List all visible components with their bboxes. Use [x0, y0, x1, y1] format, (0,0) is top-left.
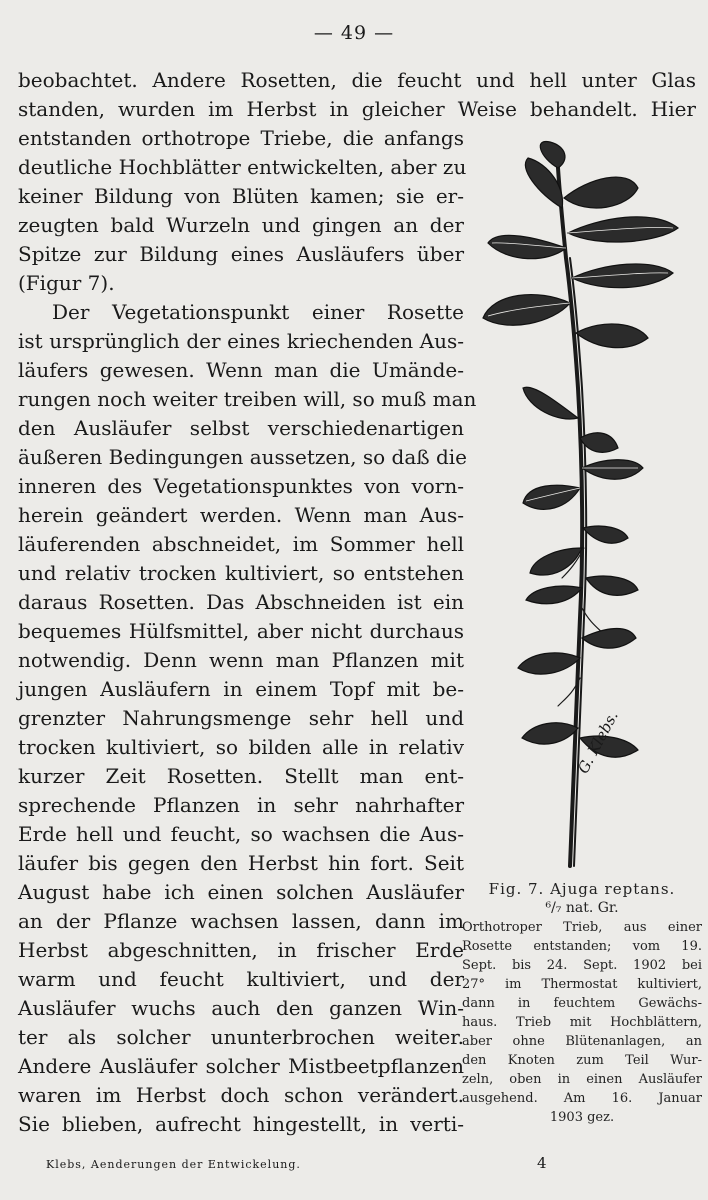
- top-paragraph: [18, 66, 696, 124]
- text-line: entstanden orthotrope Triebe, die anfangs: [18, 126, 464, 150]
- text-line: an der Pflanze wachsen lassen, dann im: [18, 909, 464, 933]
- caption-line: Sept. bis 24. Sept. 1902 bei: [462, 958, 702, 973]
- text-line: warm und feucht kultiviert, und der: [18, 967, 464, 991]
- text-line: Erde hell und feucht, so wachsen die Aus-: [18, 822, 464, 846]
- text-line: kurzer Zeit Rosetten. Stellt man ent-: [18, 764, 464, 788]
- caption-scale: ⁶/₇ nat. Gr.: [545, 900, 619, 916]
- plant-illustration: [478, 138, 698, 868]
- footer-running-title: Klebs, Aenderungen der Entwickelung.: [46, 1158, 301, 1171]
- caption-line: ausgehend. Am 16. Januar: [462, 1091, 702, 1106]
- caption-line: Rosette entstanden; vom 19.: [462, 939, 702, 954]
- text-line: sprechende Pflanzen in sehr nahrhafter: [18, 793, 464, 817]
- caption-line: zeln, oben in einen Ausläufer: [462, 1072, 702, 1087]
- text-line: trocken kultiviert, so bilden alle in relativ: [18, 735, 464, 759]
- caption-line: aber ohne Blütenanlagen, an: [462, 1034, 702, 1049]
- text-line: (Figur 7).: [18, 271, 115, 295]
- text-line: grenzter Nahrungsmenge sehr hell und: [18, 706, 464, 730]
- caption-line: 27° im Thermostat kultiviert,: [462, 977, 702, 992]
- text-line: zeugten bald Wurzeln und gingen an der: [18, 213, 464, 237]
- text-line: deutliche Hochblätter entwickelten, aber zu: [18, 155, 467, 179]
- text-line: August habe ich einen solchen Ausläufer: [18, 880, 464, 904]
- text-line: beobachtet. Andere Rosetten, die feucht und hell unter Glas: [18, 68, 696, 92]
- text-line: keiner Bildung von Blüten kamen; sie er-: [18, 184, 464, 208]
- caption-line: haus. Trieb mit Hochblättern,: [462, 1015, 702, 1030]
- text-line: läufers gewesen. Wenn man die Umände-: [18, 358, 464, 382]
- page-number: — 49 —: [313, 22, 395, 44]
- caption-body: [462, 918, 702, 1127]
- text-line: standen, wurden im Herbst in gleicher Weise behandelt. Hier: [18, 97, 696, 121]
- main-text-column: [18, 124, 477, 1139]
- caption-line: den Knoten zum Teil Wur-: [462, 1053, 702, 1068]
- text-line: läufer bis gegen den Herbst hin fort. Seit: [18, 851, 464, 875]
- footer-signature-mark: 4: [537, 1154, 547, 1172]
- caption-line: dann in feuchtem Gewächs-: [462, 996, 702, 1011]
- caption-line: Orthotroper Trieb, aus einer: [462, 920, 702, 935]
- text-line: inneren des Vegetationspunktes von vorn-: [18, 474, 464, 498]
- text-line: daraus Rosetten. Das Abschneiden ist ein: [18, 590, 464, 614]
- artist-signature: G. Klebs.: [574, 708, 622, 777]
- text-line: und relativ trocken kultiviert, so entstehen: [18, 561, 464, 585]
- text-line: notwendig. Denn wenn man Pflanzen mit: [18, 648, 464, 672]
- text-line: den Ausläufer selbst verschiedenartigen: [18, 416, 464, 440]
- text-line: jungen Ausläufern in einem Topf mit be-: [18, 677, 464, 701]
- text-line: Sie blieben, aufrecht hingestellt, in verti-: [18, 1112, 464, 1136]
- text-line: Andere Ausläufer solcher Mistbeetpflanzen: [18, 1054, 464, 1078]
- caption-line: 1903 gez.: [549, 1110, 615, 1125]
- text-line: rungen noch weiter treiben will, so muß man: [18, 387, 477, 411]
- text-line: Herbst abgeschnitten, in frischer Erde: [18, 938, 464, 962]
- text-line: läuferenden abschneidet, im Sommer hell: [18, 532, 464, 556]
- text-line: Ausläufer wuchs auch den ganzen Win-: [18, 996, 464, 1020]
- text-line: bequemes Hülfsmittel, aber nicht durchaus: [18, 619, 464, 643]
- text-line: ist ursprünglich der eines kriechenden Aus-: [18, 329, 464, 353]
- caption-title: Fig. 7. Ajuga reptans.: [488, 880, 676, 898]
- text-line: ter als solcher ununterbrochen weiter.: [18, 1025, 464, 1049]
- text-line: waren im Herbst doch schon verändert.: [18, 1083, 464, 1107]
- text-line: Spitze zur Bildung eines Ausläufers über: [18, 242, 464, 266]
- text-line: herein geändert werden. Wenn man Aus-: [18, 503, 464, 527]
- text-line: äußeren Bedingungen aussetzen, so daß die: [18, 445, 468, 469]
- figure-caption: [462, 880, 702, 1127]
- paragraph-start-line: Der Vegetationspunkt einer Rosette: [52, 300, 464, 324]
